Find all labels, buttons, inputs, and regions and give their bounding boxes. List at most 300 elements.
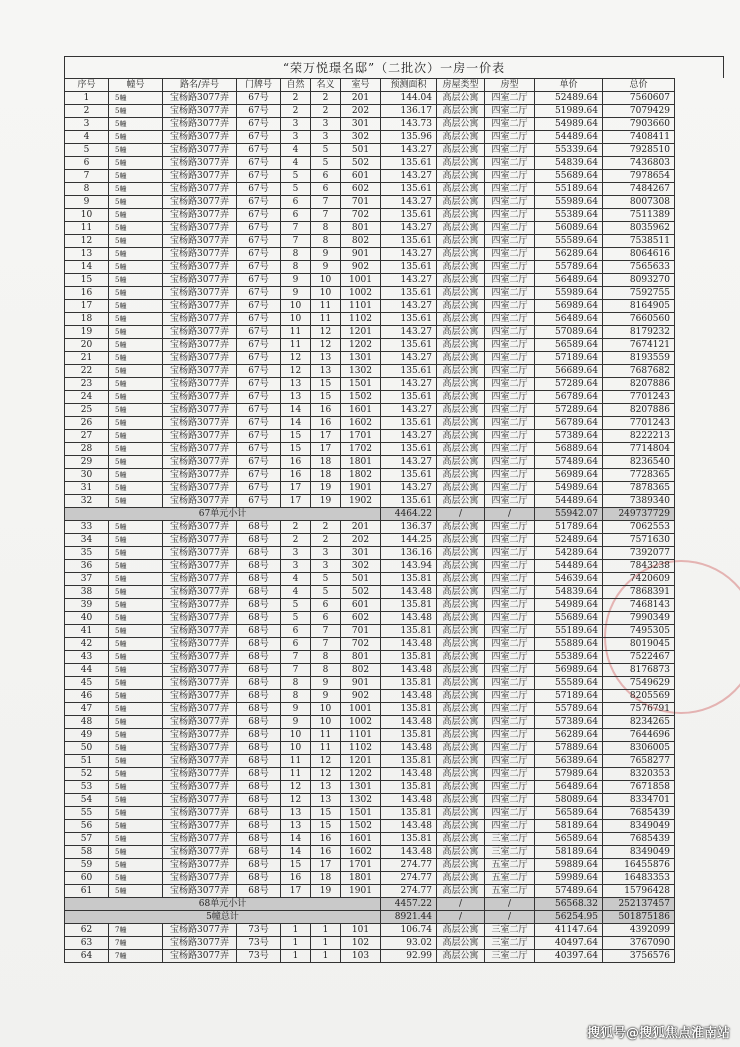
table-cell: 7978654 [603, 170, 675, 183]
table-cell: 8 [311, 651, 341, 664]
table-row [65, 768, 675, 781]
table-row [65, 950, 675, 963]
table-cell: 四室二厅 [485, 469, 535, 482]
table-cell: 45 [65, 677, 109, 690]
table-cell: 39 [65, 599, 109, 612]
table-cell: 三室二厅 [485, 950, 535, 963]
table-cell: 55889.64 [535, 638, 603, 651]
table-row [65, 495, 675, 508]
table-cell: 3 [311, 560, 341, 573]
table-cell: 67号 [237, 131, 281, 144]
table-cell: 1601 [341, 833, 381, 846]
table-cell: 23 [65, 378, 109, 391]
table-cell: 宝杨路3077弄 [163, 612, 237, 625]
table-cell: 高层公寓 [437, 469, 485, 482]
table-cell: 四室二厅 [485, 612, 535, 625]
table-cell: 四室二厅 [485, 261, 535, 274]
table-cell: 2 [311, 105, 341, 118]
table-cell: 5幢 [109, 495, 163, 508]
table-cell: 51789.64 [535, 521, 603, 534]
table-cell: 55189.64 [535, 625, 603, 638]
table-cell: 宝杨路3077弄 [163, 495, 237, 508]
table-cell: 68号 [237, 807, 281, 820]
table-cell: 67号 [237, 170, 281, 183]
table-row [65, 131, 675, 144]
table-cell: 高层公寓 [437, 560, 485, 573]
table-cell: 宝杨路3077弄 [163, 677, 237, 690]
table-cell: 9 [65, 196, 109, 209]
table-cell: 11 [311, 313, 341, 326]
subtotal-area: 8921.44 [381, 911, 437, 924]
table-cell: 7685439 [603, 807, 675, 820]
table-cell: 56 [65, 820, 109, 833]
table-cell: 1701 [341, 430, 381, 443]
table-cell: 宝杨路3077弄 [163, 586, 237, 599]
table-cell: 五室二厅 [485, 859, 535, 872]
table-cell: 701 [341, 196, 381, 209]
table-cell: 7436803 [603, 157, 675, 170]
table-cell: 7 [311, 196, 341, 209]
table-cell: 135.61 [381, 287, 437, 300]
table-cell: 7幢 [109, 950, 163, 963]
table-cell: 136.16 [381, 547, 437, 560]
table-cell: 143.27 [381, 300, 437, 313]
table-cell: 55389.64 [535, 651, 603, 664]
table-cell: 135.61 [381, 183, 437, 196]
table-row [65, 300, 675, 313]
table-cell: 143.48 [381, 664, 437, 677]
table-cell: 11 [311, 300, 341, 313]
table-cell: 57189.64 [535, 352, 603, 365]
table-cell: 5幢 [109, 300, 163, 313]
table-cell: 11 [311, 742, 341, 755]
table-cell: 135.61 [381, 417, 437, 430]
table-cell: 宝杨路3077弄 [163, 846, 237, 859]
subtotal-price: 56568.32 [535, 898, 603, 911]
table-cell: 8176873 [603, 664, 675, 677]
table-cell: 4 [281, 157, 311, 170]
table-cell: 35 [65, 547, 109, 560]
table-cell: 四室二厅 [485, 378, 535, 391]
table-cell: 56989.64 [535, 469, 603, 482]
table-row [65, 820, 675, 833]
table-cell: 高层公寓 [437, 131, 485, 144]
table-cell: 四室二厅 [485, 274, 535, 287]
table-cell: 8349049 [603, 846, 675, 859]
table-cell: 5幢 [109, 846, 163, 859]
table-cell: 5幢 [109, 716, 163, 729]
table-cell: 1901 [341, 482, 381, 495]
table-cell: 宝杨路3077弄 [163, 729, 237, 742]
table-cell: 57489.64 [535, 456, 603, 469]
table-cell: 4 [281, 573, 311, 586]
table-cell: 135.61 [381, 261, 437, 274]
table-cell: 1 [65, 92, 109, 105]
table-cell: 5幢 [109, 872, 163, 885]
table-cell: 54989.64 [535, 599, 603, 612]
table-cell: 702 [341, 638, 381, 651]
table-cell: 56789.64 [535, 391, 603, 404]
table-cell: 高层公寓 [437, 716, 485, 729]
table-cell: 57289.64 [535, 378, 603, 391]
table-cell: 14 [281, 833, 311, 846]
table-cell: 68号 [237, 703, 281, 716]
table-cell: 58 [65, 846, 109, 859]
table-cell: 15796428 [603, 885, 675, 898]
table-cell: 68号 [237, 846, 281, 859]
table-cell: 57989.64 [535, 768, 603, 781]
table-cell: 143.27 [381, 248, 437, 261]
table-row [65, 248, 675, 261]
table-cell: 31 [65, 482, 109, 495]
table-cell: 宝杨路3077弄 [163, 781, 237, 794]
table-cell: 16 [311, 404, 341, 417]
table-cell: 55789.64 [535, 261, 603, 274]
table-cell: 四室二厅 [485, 417, 535, 430]
table-cell: 51 [65, 755, 109, 768]
table-cell: 5幢 [109, 248, 163, 261]
table-cell: 16 [281, 872, 311, 885]
table-cell: 143.27 [381, 482, 437, 495]
table-cell: 702 [341, 209, 381, 222]
table-cell: 高层公寓 [437, 924, 485, 937]
table-cell: 19 [65, 326, 109, 339]
table-cell: 56789.64 [535, 417, 603, 430]
table-cell: 144.25 [381, 534, 437, 547]
table-cell: 5幢 [109, 144, 163, 157]
table-cell: 135.81 [381, 573, 437, 586]
table-cell: 8 [311, 235, 341, 248]
table-cell: 5幢 [109, 820, 163, 833]
table-cell: 135.61 [381, 469, 437, 482]
table-row [65, 417, 675, 430]
table-cell: 四室二厅 [485, 118, 535, 131]
table-cell: 53 [65, 781, 109, 794]
table-cell: 4392099 [603, 924, 675, 937]
table-cell: 四室二厅 [485, 820, 535, 833]
table-cell: 2 [281, 92, 311, 105]
table-cell: 高层公寓 [437, 222, 485, 235]
table-cell: 8035962 [603, 222, 675, 235]
table-cell: 宝杨路3077弄 [163, 300, 237, 313]
table-cell: 7408411 [603, 131, 675, 144]
table-row [65, 937, 675, 950]
table-cell: 57389.64 [535, 430, 603, 443]
table-cell: 宝杨路3077弄 [163, 872, 237, 885]
subtotal-total: 249737729 [603, 508, 675, 521]
table-row [65, 222, 675, 235]
table-cell: 15 [65, 274, 109, 287]
table-cell: 7062553 [603, 521, 675, 534]
table-cell: 10 [281, 742, 311, 755]
table-cell: 四室二厅 [485, 365, 535, 378]
table-cell: 67号 [237, 443, 281, 456]
table-cell: 67号 [237, 274, 281, 287]
table-cell: 143.27 [381, 378, 437, 391]
table-cell: 5幢 [109, 287, 163, 300]
table-cell: 1602 [341, 417, 381, 430]
table-cell: 宝杨路3077弄 [163, 274, 237, 287]
table-cell: 宝杨路3077弄 [163, 742, 237, 755]
subtotal-total: 501875186 [603, 911, 675, 924]
table-cell: 11 [281, 755, 311, 768]
table-cell: 64 [65, 950, 109, 963]
table-cell: 136.37 [381, 521, 437, 534]
table-row [65, 924, 675, 937]
table-cell: 5幢 [109, 391, 163, 404]
table-cell: 7868391 [603, 586, 675, 599]
table-cell: 5幢 [109, 235, 163, 248]
table-cell: 54639.64 [535, 573, 603, 586]
table-cell: 103 [341, 950, 381, 963]
table-cell: 5幢 [109, 404, 163, 417]
table-cell: 1 [281, 937, 311, 950]
table-cell: 30 [65, 469, 109, 482]
table-cell: 55189.64 [535, 183, 603, 196]
table-row [65, 105, 675, 118]
table-cell: 29 [65, 456, 109, 469]
table-cell: 57289.64 [535, 404, 603, 417]
table-cell: 68号 [237, 742, 281, 755]
table-cell: 四室二厅 [485, 352, 535, 365]
table-cell: 5幢 [109, 573, 163, 586]
table-cell: 3 [311, 547, 341, 560]
table-cell: 12 [281, 365, 311, 378]
table-cell: 10 [65, 209, 109, 222]
table-cell: 5幢 [109, 807, 163, 820]
table-cell: 四室二厅 [485, 573, 535, 586]
subtotal-type: / [437, 508, 485, 521]
subtotal-type: / [437, 898, 485, 911]
subtotal-type: / [437, 911, 485, 924]
table-cell: 四室二厅 [485, 287, 535, 300]
table-cell: 10 [281, 313, 311, 326]
table-cell: 57189.64 [535, 690, 603, 703]
table-cell: 五室二厅 [485, 872, 535, 885]
table-cell: 7522467 [603, 651, 675, 664]
table-cell: 四室二厅 [485, 209, 535, 222]
table-cell: 67号 [237, 495, 281, 508]
table-cell: 5幢 [109, 755, 163, 768]
table-cell: 四室二厅 [485, 677, 535, 690]
table-cell: 12 [281, 781, 311, 794]
table-cell: 67号 [237, 209, 281, 222]
table-cell: 26 [65, 417, 109, 430]
table-cell: 8222213 [603, 430, 675, 443]
table-cell: 501 [341, 573, 381, 586]
table-cell: 2 [311, 92, 341, 105]
table-cell: 67号 [237, 222, 281, 235]
table-cell: 5 [65, 144, 109, 157]
table-cell: 四室二厅 [485, 495, 535, 508]
table-row [65, 547, 675, 560]
table-row [65, 859, 675, 872]
table-row [65, 170, 675, 183]
table-cell: 47 [65, 703, 109, 716]
table-cell: 5幢 [109, 183, 163, 196]
table-cell: 高层公寓 [437, 495, 485, 508]
table-cell: 宝杨路3077弄 [163, 417, 237, 430]
table-cell: 143.27 [381, 222, 437, 235]
table-row [65, 833, 675, 846]
table-cell: 高层公寓 [437, 768, 485, 781]
table-cell: 3767090 [603, 937, 675, 950]
table-cell: 10 [311, 716, 341, 729]
table-cell: 7685439 [603, 833, 675, 846]
table-cell: 9 [281, 274, 311, 287]
table-cell: 55339.64 [535, 144, 603, 157]
table-cell: 13 [311, 781, 341, 794]
table-cell: 3 [311, 131, 341, 144]
table-cell: 135.81 [381, 833, 437, 846]
table-cell: 40397.64 [535, 950, 603, 963]
table-cell: 17 [65, 300, 109, 313]
table-cell: 5幢 [109, 417, 163, 430]
table-cell: 10 [311, 703, 341, 716]
table-cell: 502 [341, 157, 381, 170]
table-cell: 高层公寓 [437, 950, 485, 963]
table-cell: 高层公寓 [437, 391, 485, 404]
column-header: 房型 [485, 79, 535, 92]
table-cell: 5 [281, 183, 311, 196]
table-cell: 1501 [341, 807, 381, 820]
table-cell: 13 [311, 365, 341, 378]
table-cell: 40497.64 [535, 937, 603, 950]
table-row [65, 482, 675, 495]
table-cell: 67号 [237, 326, 281, 339]
table-cell: 7565633 [603, 261, 675, 274]
table-cell: 56389.64 [535, 755, 603, 768]
table-cell: 56489.64 [535, 781, 603, 794]
table-cell: 15 [281, 430, 311, 443]
table-cell: 宝杨路3077弄 [163, 768, 237, 781]
table-cell: 135.96 [381, 131, 437, 144]
table-cell: 宝杨路3077弄 [163, 92, 237, 105]
table-cell: 高层公寓 [437, 339, 485, 352]
table-row [65, 469, 675, 482]
table-cell: 21 [65, 352, 109, 365]
table-cell: 143.48 [381, 638, 437, 651]
table-cell: 高层公寓 [437, 807, 485, 820]
table-cell: 四室二厅 [485, 807, 535, 820]
table-cell: 56589.64 [535, 833, 603, 846]
table-cell: 56889.64 [535, 443, 603, 456]
table-cell: 33 [65, 521, 109, 534]
table-cell: 宝杨路3077弄 [163, 313, 237, 326]
table-cell: 14 [281, 417, 311, 430]
table-cell: 902 [341, 261, 381, 274]
table-cell: 四室二厅 [485, 690, 535, 703]
table-cell: 143.48 [381, 846, 437, 859]
table-row [65, 521, 675, 534]
table-cell: 18 [65, 313, 109, 326]
table-cell: 8179232 [603, 326, 675, 339]
table-cell: 高层公寓 [437, 859, 485, 872]
table-cell: 宝杨路3077弄 [163, 690, 237, 703]
table-cell: 1602 [341, 846, 381, 859]
table-cell: 67号 [237, 417, 281, 430]
table-cell: 801 [341, 651, 381, 664]
table-cell: 四室二厅 [485, 781, 535, 794]
table-cell: 68号 [237, 560, 281, 573]
table-cell: 宝杨路3077弄 [163, 105, 237, 118]
table-cell: 57889.64 [535, 742, 603, 755]
table-cell: 高层公寓 [437, 599, 485, 612]
table-cell: 144.04 [381, 92, 437, 105]
table-row [65, 118, 675, 131]
table-cell: 高层公寓 [437, 417, 485, 430]
table-cell: 7 [65, 170, 109, 183]
table-cell: 42 [65, 638, 109, 651]
table-cell: 143.27 [381, 456, 437, 469]
table-cell: 四室二厅 [485, 443, 535, 456]
table-cell: 54989.64 [535, 482, 603, 495]
table-cell: 高层公寓 [437, 781, 485, 794]
table-cell: 7903660 [603, 118, 675, 131]
subtotal-row [65, 911, 675, 924]
table-cell: 高层公寓 [437, 378, 485, 391]
table-cell: 55 [65, 807, 109, 820]
table-cell: 7468143 [603, 599, 675, 612]
table-cell: 18 [311, 872, 341, 885]
table-cell: 高层公寓 [437, 196, 485, 209]
table-cell: 143.48 [381, 820, 437, 833]
table-cell: 25 [65, 404, 109, 417]
table-cell: 四室二厅 [485, 313, 535, 326]
table-row [65, 664, 675, 677]
table-cell: 5幢 [109, 365, 163, 378]
column-header: 路名/弄号 [163, 79, 237, 92]
subtotal-price: 55942.07 [535, 508, 603, 521]
table-cell: 1601 [341, 404, 381, 417]
table-cell: 143.48 [381, 716, 437, 729]
table-cell: 18 [311, 456, 341, 469]
table-cell: 17 [311, 443, 341, 456]
table-cell: 802 [341, 235, 381, 248]
table-cell: 高层公寓 [437, 586, 485, 599]
table-cell: 1002 [341, 716, 381, 729]
table-cell: 51989.64 [535, 105, 603, 118]
table-row [65, 872, 675, 885]
table-cell: 宝杨路3077弄 [163, 248, 237, 261]
table-cell: 5幢 [109, 131, 163, 144]
table-cell: 宝杨路3077弄 [163, 716, 237, 729]
table-cell: 55789.64 [535, 703, 603, 716]
table-cell: 宝杨路3077弄 [163, 157, 237, 170]
table-cell: 高层公寓 [437, 677, 485, 690]
table-cell: 12 [311, 326, 341, 339]
table-row [65, 313, 675, 326]
table-cell: 7420609 [603, 573, 675, 586]
table-cell: 8093270 [603, 274, 675, 287]
table-header-row [65, 79, 675, 92]
table-row [65, 287, 675, 300]
table-row [65, 144, 675, 157]
table-cell: 五室二厅 [485, 885, 535, 898]
table-cell: 5幢 [109, 690, 163, 703]
table-cell: 10 [311, 274, 341, 287]
table-cell: 宝杨路3077弄 [163, 807, 237, 820]
table-cell: 四室二厅 [485, 404, 535, 417]
table-cell: 55689.64 [535, 170, 603, 183]
table-row [65, 430, 675, 443]
table-cell: 58189.64 [535, 820, 603, 833]
table-cell: 502 [341, 586, 381, 599]
table-cell: 67号 [237, 92, 281, 105]
column-header: 总价 [603, 79, 675, 92]
page-title: “荣万悦璟名邸”（二批次）一房一价表 [64, 56, 724, 78]
table-row [65, 794, 675, 807]
